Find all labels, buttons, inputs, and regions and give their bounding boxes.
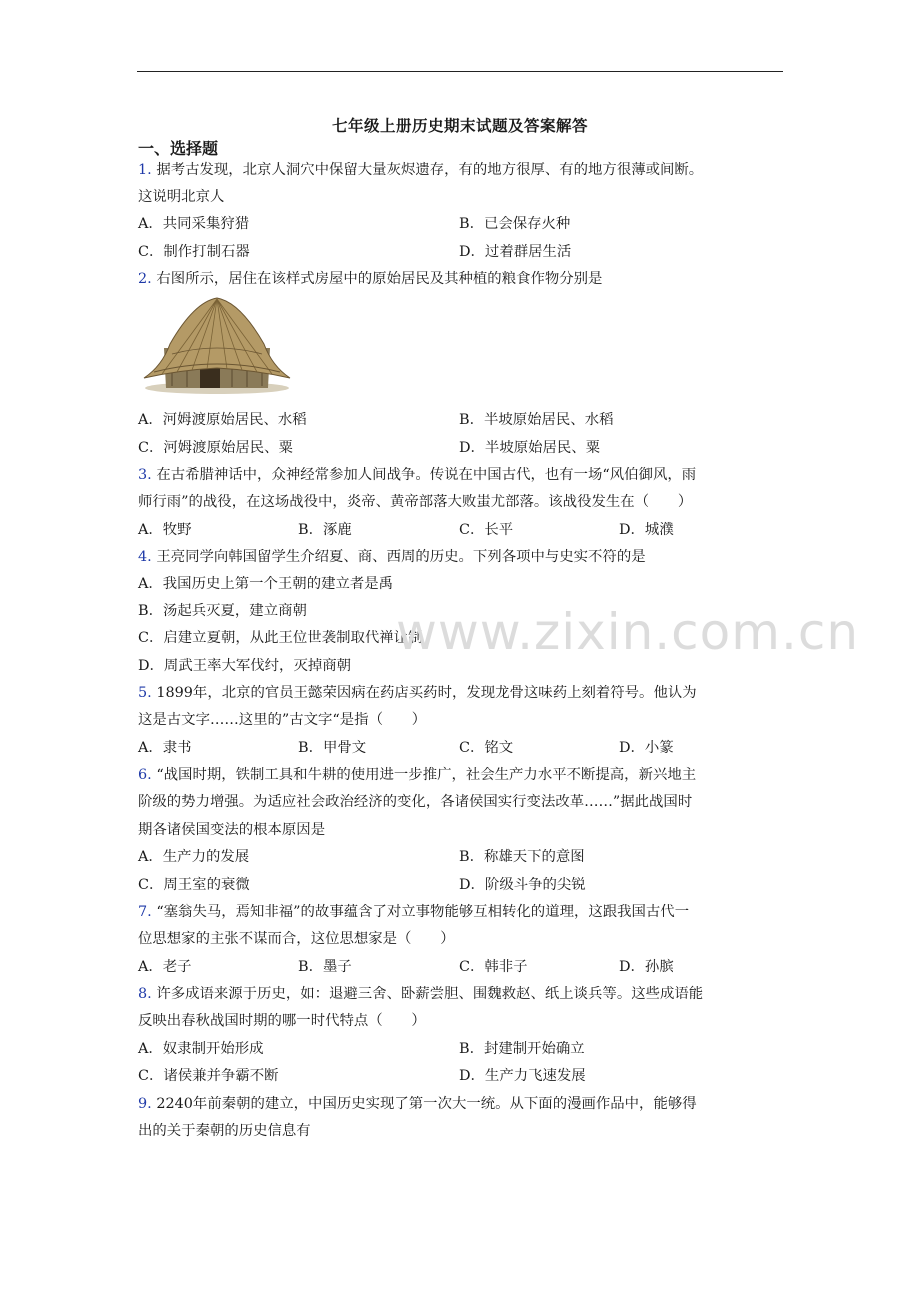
option-a[interactable]: A．牧野 [138, 522, 192, 538]
question-number: 3. [138, 467, 152, 483]
question-number: 9. [138, 1096, 152, 1112]
option-d[interactable]: D．小篆 [619, 740, 674, 756]
question-3-text: 3. 在古希腊神话中，众神经常参加人间战争。传说在中国古代，也有一场“风伯御风，雨 [138, 467, 697, 483]
option-a[interactable]: A．奴隶制开始形成 [138, 1041, 264, 1057]
option-b[interactable]: B．封建制开始确立 [459, 1041, 585, 1057]
question-8-text: 8. 许多成语来源于历史，如：退避三舍、卧薪尝胆、围魏救赵、纸上谈兵等。这些成语能 [138, 986, 704, 1002]
section-heading: 一、选择题 [138, 139, 219, 158]
option-d[interactable]: D．生产力飞速发展 [459, 1068, 586, 1084]
question-number: 1. [138, 162, 152, 178]
option-a[interactable]: A．老子 [138, 959, 192, 975]
option-c[interactable]: C．长平 [459, 522, 514, 538]
option-d[interactable]: D．周武王率大军伐纣，灭掉商朝 [138, 658, 352, 674]
question-9-text-cont: 出的关于秦朝的历史信息有 [138, 1123, 311, 1139]
option-b[interactable]: B．墨子 [298, 959, 352, 975]
question-4-text: 4. 王亮同学向韩国留学生介绍夏、商、西周的历史。下列各项中与史实不符的是 [138, 549, 646, 565]
question-number: 5. [138, 685, 152, 701]
question-7-text: 7. “塞翁失马，焉知非福”的故事蕴含了对立事物能够互相转化的道理，这跟我国古代一 [138, 904, 690, 920]
option-c[interactable]: C．制作打制石器 [138, 244, 250, 260]
header-rule [137, 71, 783, 72]
option-d[interactable]: D．阶级斗争的尖锐 [459, 877, 586, 893]
question-5-text-cont: 这是古文字……这里的”古文字“是指（ ） [138, 712, 427, 728]
question-number: 4. [138, 549, 152, 565]
document-title: 七年级上册历史期末试题及答案解答 [331, 116, 588, 135]
option-d[interactable]: D．半坡原始居民、粟 [459, 440, 601, 456]
question-1-text-cont: 这说明北京人 [138, 189, 225, 205]
option-c[interactable]: C．周王室的衰微 [138, 877, 250, 893]
question-number: 6. [138, 767, 152, 783]
option-d[interactable]: D．孙膑 [619, 959, 674, 975]
option-c[interactable]: C．河姆渡原始居民、粟 [138, 440, 293, 456]
option-b[interactable]: B．半坡原始居民、水稻 [459, 412, 614, 428]
option-a[interactable]: A．生产力的发展 [138, 849, 250, 865]
option-b[interactable]: B．汤起兵灭夏，建立商朝 [138, 603, 307, 619]
option-a[interactable]: A．我国历史上第一个王朝的建立者是禹 [138, 576, 394, 592]
question-6-text-cont: 期各诸侯国变法的根本原因是 [138, 822, 326, 838]
question-number: 7. [138, 904, 152, 920]
option-c[interactable]: C．诸侯兼并争霸不断 [138, 1068, 279, 1084]
option-a[interactable]: A．河姆渡原始居民、水稻 [138, 412, 307, 428]
option-a[interactable]: A．共同采集狩猎 [138, 216, 250, 232]
question-8-text-cont: 反映出春秋战国时期的哪一时代特点（ ） [138, 1013, 426, 1029]
option-c[interactable]: C．铭文 [459, 740, 514, 756]
option-a[interactable]: A．隶书 [138, 740, 192, 756]
question-7-text-cont: 位思想家的主张不谋而合，这位思想家是（ ） [138, 931, 455, 947]
option-c[interactable]: C．韩非子 [459, 959, 528, 975]
option-b[interactable]: B．甲骨文 [298, 740, 367, 756]
question-3-text-cont: 师行雨”的战役，在这场战役中，炎帝、黄帝部落大败蚩尤部落。该战役发生在（ ） [138, 494, 693, 510]
option-d[interactable]: D．城濮 [619, 522, 674, 538]
option-c[interactable]: C．启建立夏朝，从此王位世袭制取代禅让制 [138, 630, 423, 646]
question-6-text: 6. “战国时期，铁制工具和牛耕的使用进一步推广，社会生产力水平不断提高，新兴地主 [138, 767, 697, 783]
question-9-text: 9. 2240年前秦朝的建立，中国历史实现了第一次大一统。从下面的漫画作品中，能够得 [138, 1096, 697, 1112]
question-number: 8. [138, 986, 152, 1002]
option-b[interactable]: B．称雄天下的意图 [459, 849, 585, 865]
question-number: 2. [138, 271, 152, 287]
watermark: www.zixin.com.cn [396, 603, 860, 661]
question-5-text: 5. 1899年，北京的官员王懿荣因病在药店买药时，发现龙骨这味药上刻着符号。他认为 [138, 685, 697, 701]
option-b[interactable]: B．已会保存火种 [459, 216, 571, 232]
thatched-hut-image [142, 296, 292, 398]
question-1-text: 1. 据考古发现，北京人洞穴中保留大量灰烬遗存，有的地方很厚、有的地方很薄或间断。 [138, 162, 704, 178]
option-b[interactable]: B．涿鹿 [298, 522, 352, 538]
question-2-text: 2. 右图所示，居住在该样式房屋中的原始居民及其种植的粮食作物分别是 [138, 271, 603, 287]
question-6-text-cont: 阶级的势力增强。为适应社会政治经济的变化，各诸侯国实行变法改革……”据此战国时 [138, 794, 693, 810]
option-d[interactable]: D．过着群居生活 [459, 244, 572, 260]
